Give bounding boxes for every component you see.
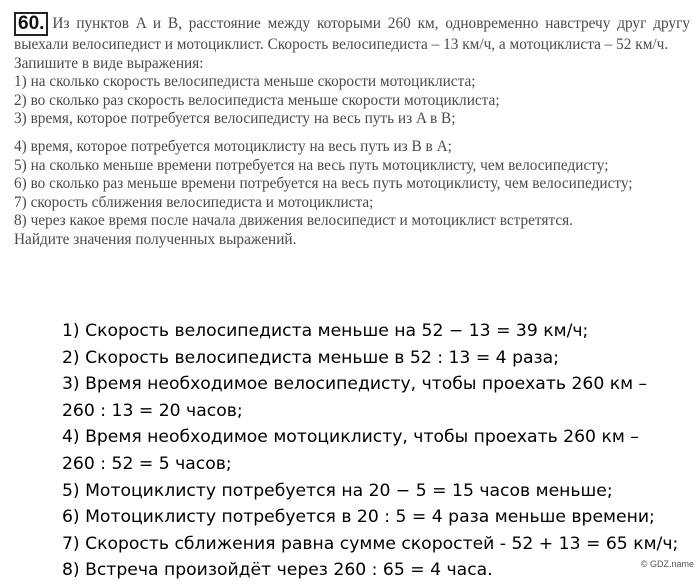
- answer-line: 5) Мотоциклисту потребуется на 20 − 5 = 15 часов меньше;: [62, 480, 613, 501]
- answer-line: 2) Скорость велосипедиста меньше в 52 : 13 = 4 раза;: [62, 347, 559, 368]
- watermark: © GDZ.name: [640, 559, 694, 569]
- problem-item: 5) на сколько меньше времени потребуется на весь путь мотоциклисту, чем велосипедисту;: [14, 156, 609, 174]
- answer-line: 1) Скорость велосипедиста меньше на 52 − 13 = 39 км/ч;: [62, 321, 589, 341]
- answer-line: 7) Скорость сближения равна сумме скоростей - 52 + 13 = 65 км/ч;: [62, 533, 679, 554]
- problem-closing: Найдите значения полученных выражений.: [14, 230, 297, 248]
- problem-instruction: Запишите в виде выражения:: [14, 54, 204, 72]
- answer-line: 8) Встреча произойдёт через 260 : 65 = 4 часа.: [62, 560, 493, 581]
- problem-item: 3) время, которое потребуется велосипедисту на весь путь из A в B;: [14, 110, 456, 128]
- problem-statement: Из пунктов A и B, расстояние между которыми 260 км, одновременно навстречу друг другу выехали велосипедист и мотоциклист. Скорость велосипедиста – 13 км/ч, а мотоциклиста – 52 км/ч.: [14, 15, 690, 53]
- problem-item: 1) на сколько скорость велосипедиста меньше скорости мотоциклиста;: [14, 73, 476, 91]
- problem-item: 4) время, которое потребуется мотоциклисту на весь путь из B в A;: [14, 137, 452, 155]
- answer-line: 6) Мотоциклисту потребуется в 20 : 5 = 4 раза меньше времени;: [62, 507, 655, 528]
- problem-number: 60.: [14, 12, 48, 36]
- problem-item: 6) во сколько раз меньше времени потребуется на весь путь мотоциклисту, чем велосипедисту;: [14, 175, 633, 193]
- problem-item: 2) во сколько раз скорость велосипедиста меньше скорости мотоциклиста;: [14, 91, 500, 109]
- answer-line: 260 : 13 = 20 часов;: [62, 400, 243, 421]
- answers-list: [62, 318, 682, 584]
- answer-line: 260 : 52 = 5 часов;: [62, 453, 232, 474]
- problem-item: 8) через какое время после начала движения велосипедист и мотоциклист встретятся.: [14, 212, 573, 230]
- problem-text: [14, 12, 690, 250]
- problem-statement-paragraph: [14, 12, 690, 55]
- answer-line: 3) Время необходимое велосипедисту, чтобы проехать 260 км –: [62, 374, 648, 395]
- answer-line: 4) Время необходимое мотоциклисту, чтобы проехать 260 км –: [62, 427, 639, 448]
- problem-item: 7) скорость сближения велосипедиста и мотоциклиста;: [14, 193, 374, 211]
